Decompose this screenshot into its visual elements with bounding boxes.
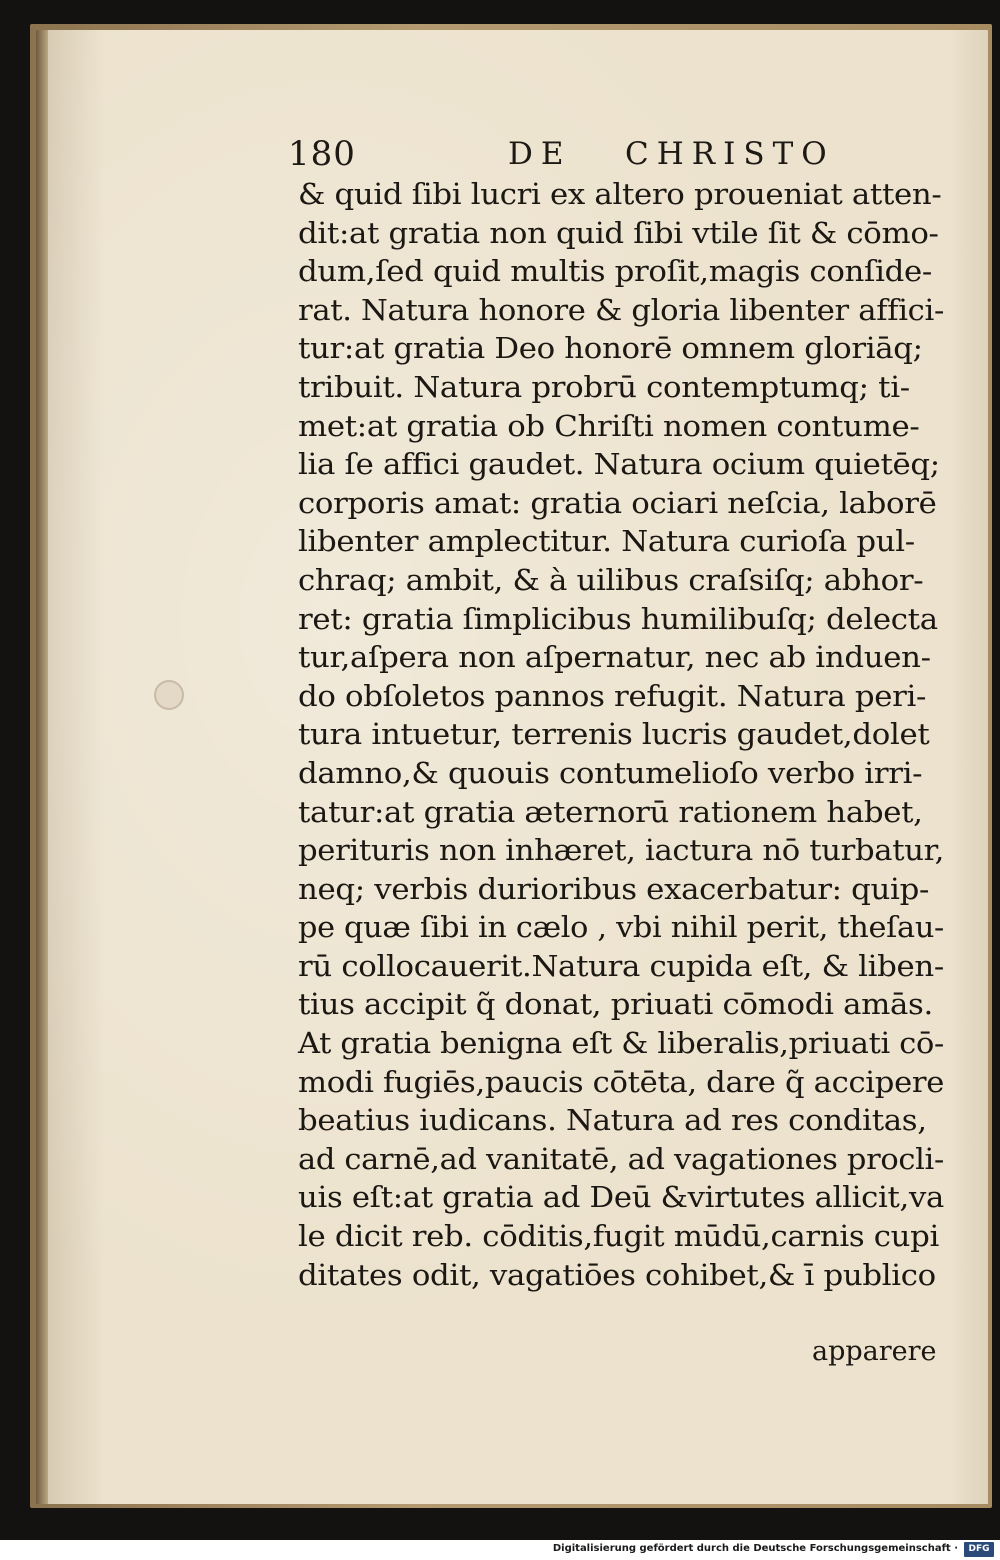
dfg-logo: DFG: [964, 1542, 994, 1557]
text-line: le dicit reb. cōditis,fugit mūdū,carnis cupi: [298, 1220, 940, 1254]
paper-stain: [154, 680, 184, 710]
text-line: ret: gratia ſimplicibus humilibuſq; delecta: [298, 602, 938, 636]
text-line: tur,aſpera non aſpernatur, nec ab induen-: [298, 641, 931, 675]
text-line: tribuit. Natura probrū contemptumq; ti-: [298, 370, 910, 404]
text-line: & quid ſibi lucri ex altero proueniat atten-: [298, 178, 942, 211]
text-line: tura intuetur, terrenis lucris gaudet,dolet: [298, 718, 930, 752]
text-line: perituris non inhæret, iactura nō turbatur,: [298, 834, 945, 868]
text-line: tur:at gratia Deo honorē omnem gloriāq;: [298, 332, 923, 366]
text-line: rū collocauerit.Natura cupida eſt, & liben-: [298, 949, 944, 983]
text-line: chraq; ambit, & à uilibus craſsiſq; abhor-: [298, 563, 924, 597]
text-line: beatius iudicans. Natura ad res conditas,: [298, 1104, 927, 1138]
text-line: met:at gratia ob Chriſti nomen contume-: [298, 409, 920, 443]
text-line: pe quæ ſibi in cælo , vbi nihil perit, theſau-: [298, 911, 944, 945]
text-line: damno,& quouis contumelioſo verbo irri-: [298, 756, 923, 790]
text-line: rat. Natura honore & gloria libenter affici-: [298, 293, 945, 327]
text-line: ditates odit, vagatiōes cohibet,& ī publico: [298, 1258, 936, 1292]
text-line: tatur:at gratia æternorū rationem habet,: [298, 795, 923, 829]
text-line: tius accipit q̃ donat, priuati cōmodi amās.: [298, 988, 933, 1022]
text-line: modi fugiēs,paucis cōtēta, dare q̃ accipere: [298, 1065, 945, 1099]
text-line: At gratia benigna eſt & liberalis,priuati cō-: [298, 1027, 944, 1061]
funding-credit: Digitalisierung gefördert durch die Deutsche Forschungsgemeinschaft ·: [552, 1543, 958, 1554]
text-line: ad carnē,ad vanitatē, ad vagationes procli-: [298, 1142, 944, 1176]
body-text: [298, 176, 948, 1295]
text-line: libenter amplectitur. Natura curioſa pul-: [298, 525, 915, 559]
footer-bar: [0, 1540, 1000, 1560]
text-line: neq; verbis durioribus exacerbatur: quip-: [298, 872, 930, 906]
text-line: corporis amat: gratia ociari neſcia, laborē: [298, 486, 937, 520]
catchword: apparere: [812, 1336, 937, 1367]
running-title: DE CHRISTO: [508, 136, 835, 172]
page-header: [288, 134, 835, 182]
text-line: dum,ſed quid multis proſit,magis conſide-: [298, 255, 932, 289]
page-number: 180: [288, 134, 356, 174]
text-line: lia ſe affici gaudet. Natura ocium quietēq;: [298, 448, 940, 482]
text-line: do obſoletos pannos refugit. Natura peri-: [298, 679, 927, 713]
text-line: uis eſt:at gratia ad Deū &virtutes allicit,va: [298, 1181, 944, 1215]
text-line: dit:at gratia non quid ſibi vtile ſit & cōmo-: [298, 216, 939, 250]
